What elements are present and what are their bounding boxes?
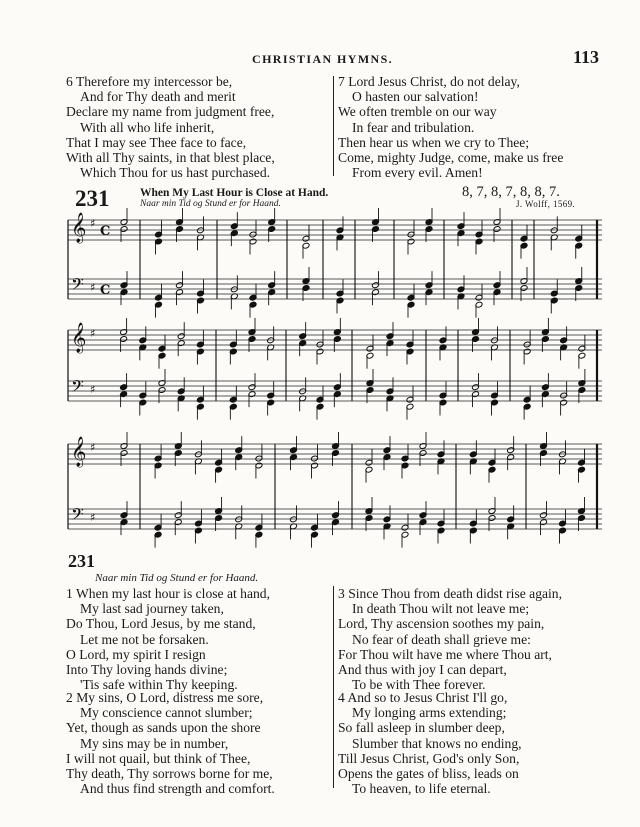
- verse-line: And thus with joy I can depart,: [338, 662, 507, 678]
- verse-line: Lord, Thy ascension soothes my pain,: [338, 616, 545, 632]
- verse-line: Let me not be forsaken.: [80, 631, 209, 647]
- stanza-3: [338, 586, 562, 692]
- key-signature: ♯: [90, 441, 96, 454]
- page-number: 113: [573, 47, 600, 67]
- verse-line: Opens the gates of bliss, leads on: [338, 766, 519, 782]
- key-signature: ♯: [90, 281, 96, 294]
- verse-line: So fall asleep in slumber deep,: [338, 720, 505, 736]
- verse-line: 6 Therefore my intercessor be,: [66, 74, 233, 89]
- verse-line: O Lord, my spirit I resign: [66, 646, 206, 662]
- treble-clef: 𝄞: [71, 323, 87, 353]
- verse-line: Do Thou, Lord Jesus, by me stand,: [66, 616, 256, 632]
- verse-line: 'Tis safe within Thy keeping.: [80, 677, 238, 693]
- stanza-4: [338, 690, 522, 796]
- verse-line: Yet, though as sands upon the shore: [66, 720, 261, 736]
- stanza-2: [66, 690, 275, 796]
- verse-line: Into Thy loving hands divine;: [66, 662, 228, 678]
- bass-clef: 𝄢: [71, 376, 84, 400]
- tune-title: When My Last Hour is Close at Hand.: [140, 187, 329, 199]
- tune-composer: J. Wolff, 1569.: [516, 199, 576, 209]
- verse-line: 2 My sins, O Lord, distress me sore,: [66, 690, 264, 705]
- treble-clef: 𝄞: [71, 213, 87, 243]
- verse-line: We often tremble on our way: [338, 104, 497, 120]
- verse-line: My longing arms extending;: [352, 705, 507, 721]
- verse-line: Slumber that knows no ending,: [352, 735, 522, 751]
- verse-line: And for Thy death and merit: [80, 89, 236, 105]
- verse-line: 3 Since Thou from death didst rise again,: [338, 586, 562, 601]
- hymn-number: 231: [68, 551, 95, 571]
- key-signature: ♯: [90, 511, 96, 524]
- key-signature: ♯: [90, 383, 96, 396]
- verse-line: My conscience cannot slumber;: [80, 705, 253, 721]
- key-signature: ♯: [90, 327, 96, 340]
- verse-line: Thy death, Thy sorrows borne for me,: [66, 766, 273, 782]
- treble-clef: 𝄞: [71, 437, 87, 467]
- time-signature: C: [100, 283, 111, 298]
- verse-line: Which Thou for us hast purchased.: [80, 165, 271, 181]
- tune-subtitle: Naar min Tid og Stund er for Haand.: [140, 199, 281, 209]
- verse-line: Declare my name from judgment free,: [66, 104, 275, 120]
- bass-clef: 𝄢: [71, 504, 84, 528]
- verse-line: Till Jesus Christ, God's only Son,: [338, 750, 520, 766]
- verse-line: From every evil. Amen!: [352, 165, 483, 181]
- verse-line: My sins may be in number,: [80, 735, 229, 751]
- verse-line: No fear of death shall grieve me:: [352, 631, 531, 647]
- tune-meter: 8, 7, 8, 7, 8, 8, 7.: [462, 184, 560, 200]
- verse-line: My last sad journey taken,: [80, 601, 224, 617]
- running-title: CHRISTIAN HYMNS.: [252, 52, 394, 66]
- verse-line: Then hear us when we cry to Thee;: [338, 134, 530, 150]
- verse-line: In death Thou wilt not leave me;: [352, 601, 530, 617]
- time-signature: C: [100, 224, 111, 239]
- verse-line: O hasten our salvation!: [352, 89, 479, 105]
- stanza-1: [66, 586, 270, 692]
- verse-line: 7 Lord Jesus Christ, do not delay,: [338, 74, 520, 89]
- verse-line: 4 And so to Jesus Christ I'll go,: [338, 690, 508, 705]
- verse-line: To heaven, to life eternal.: [352, 781, 491, 797]
- key-signature: ♯: [90, 217, 96, 230]
- verse-line: 1 When my last hour is close at hand,: [66, 586, 270, 601]
- verse-line: To be with Thee forever.: [352, 677, 486, 693]
- verse-line: With all who life inherit,: [80, 119, 215, 135]
- hymn-subtitle: Naar min Tid og Stund er for Haand.: [95, 572, 259, 584]
- verse-line: In fear and tribulation.: [352, 119, 475, 135]
- verse-line: That I may see Thee face to face,: [66, 134, 247, 150]
- verse-line: With all Thy saints, in that blest place,: [66, 150, 275, 166]
- column-divider: [333, 586, 334, 788]
- bass-clef: 𝄢: [71, 274, 84, 298]
- verse-line: I will not quail, but think of Thee,: [66, 750, 251, 766]
- verse-line: And thus find strength and comfort.: [80, 781, 275, 797]
- verse-line: For Thou wilt have me where Thou art,: [338, 646, 552, 662]
- verse-line: Come, mighty Judge, come, make us free: [338, 150, 564, 166]
- tune-number: 231: [75, 186, 110, 211]
